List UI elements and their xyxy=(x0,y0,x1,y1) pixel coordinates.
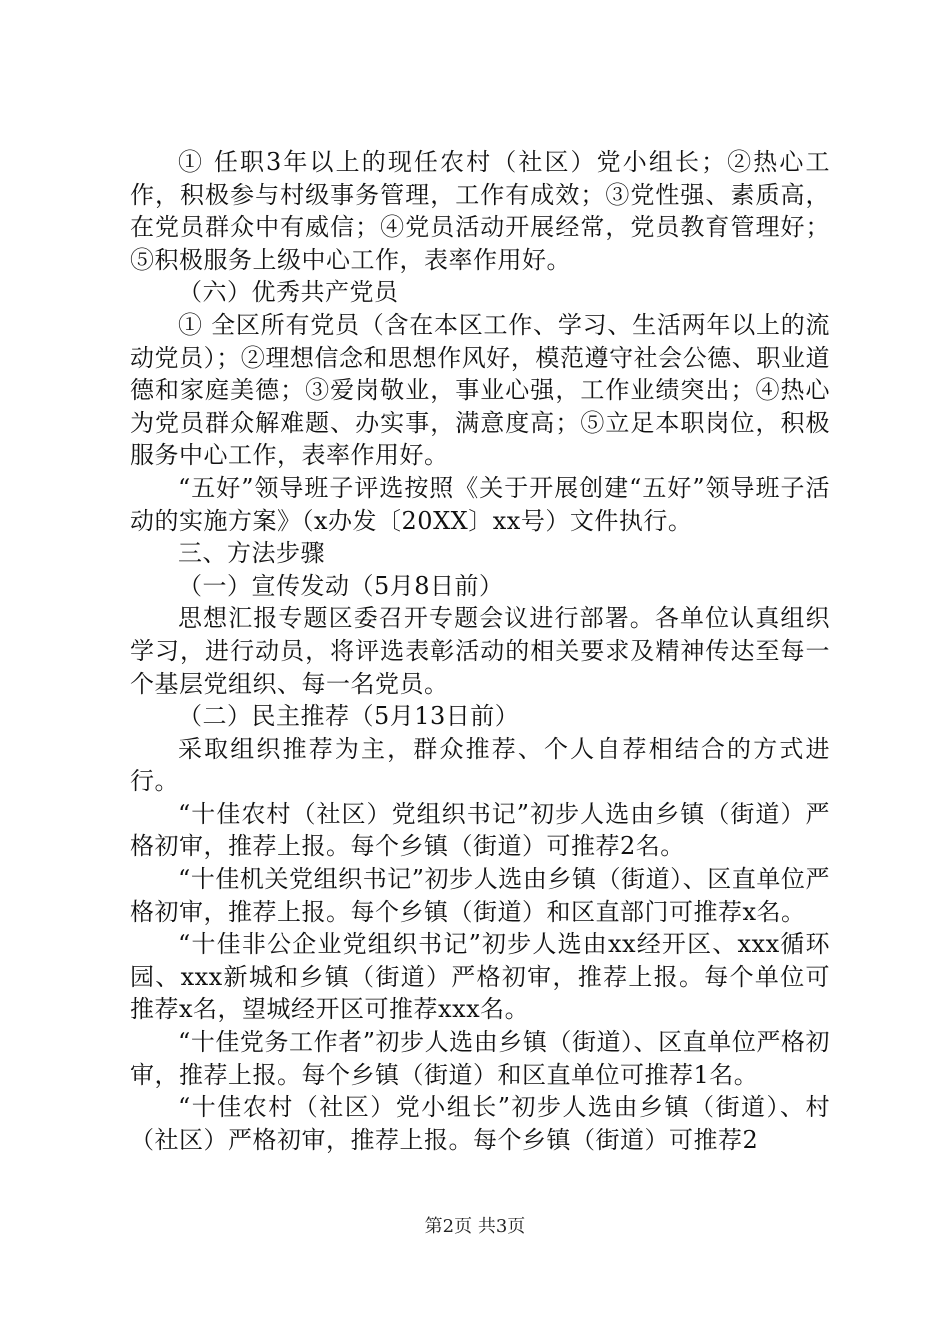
paragraph-10: “十佳农村（社区）党组织书记”初步人选由乡镇（街道）严格初审，推荐上报。每个乡镇（街道）可推荐2名。 xyxy=(130,799,830,861)
paragraph-11: “十佳机关党组织书记”初步人选由乡镇（街道）、区直单位严格初审，推荐上报。每个乡镇（街道）和区直部门可推荐x名。 xyxy=(130,865,830,926)
paragraph-1: ① 任职3年以上的现任农村（社区）党小组长；②热心工作，积极参与村级事务管理，工作有成效；③党性强、素质高，在党员群众中有威信；④党员活动开展经常，党员教育管理好；⑤积极服务上级中心工作，表率作用好。 xyxy=(130,148,830,274)
paragraph-6: （一）宣传发动（5月8日前） xyxy=(178,571,504,600)
paragraph-14: “十佳农村（社区）党小组长”初步人选由乡镇（街道）、村（社区）严格初审，推荐上报。每个乡镇（街道）可推荐2 xyxy=(130,1093,830,1154)
paragraph-12: “十佳非公企业党组织书记”初步人选由xx经开区、xxx循环园、xxx新城和乡镇（街道）严格初审，推荐上报。每个单位可推荐x名，望城经开区可推荐xxx名。 xyxy=(130,930,830,1024)
paragraph-5: 三、方法步骤 xyxy=(178,539,325,568)
document-body xyxy=(130,146,830,1156)
page-number: 第2页 共3页 xyxy=(424,1216,526,1237)
paragraph-4: “五好”领导班子评选按照《关于开展创建“五好”领导班子活动的实施方案》（x办发〔20XX〕xx号）文件执行。 xyxy=(130,473,830,535)
paragraph-9: 采取组织推荐为主，群众推荐、个人自荐相结合的方式进行。 xyxy=(130,734,830,796)
paragraph-8: （二）民主推荐（5月13日前） xyxy=(178,702,520,731)
paragraph-2: （六）优秀共产党员 xyxy=(178,278,399,307)
paragraph-13: “十佳党务工作者”初步人选由乡镇（街道）、区直单位严格初审，推荐上报。每个乡镇（街道）和区直单位可推荐1名。 xyxy=(130,1028,830,1089)
paragraph-3: ① 全区所有党员（含在本区工作、学习、生活两年以上的流动党员）；②理想信念和思想作风好，模范遵守社会公德、职业道德和家庭美德；③爱岗敬业，事业心强，工作业绩突出；④热心为党员群众解难题、办实事，满意度高；⑤立足本职岗位，积极服务中心工作，表率作用好。 xyxy=(130,310,830,470)
paragraph-7: 思想汇报专题区委召开专题会议进行部署。各单位认真组织学习，进行动员，将评选表彰活动的相关要求及精神传达至每一个基层党组织、每一名党员。 xyxy=(130,604,830,698)
